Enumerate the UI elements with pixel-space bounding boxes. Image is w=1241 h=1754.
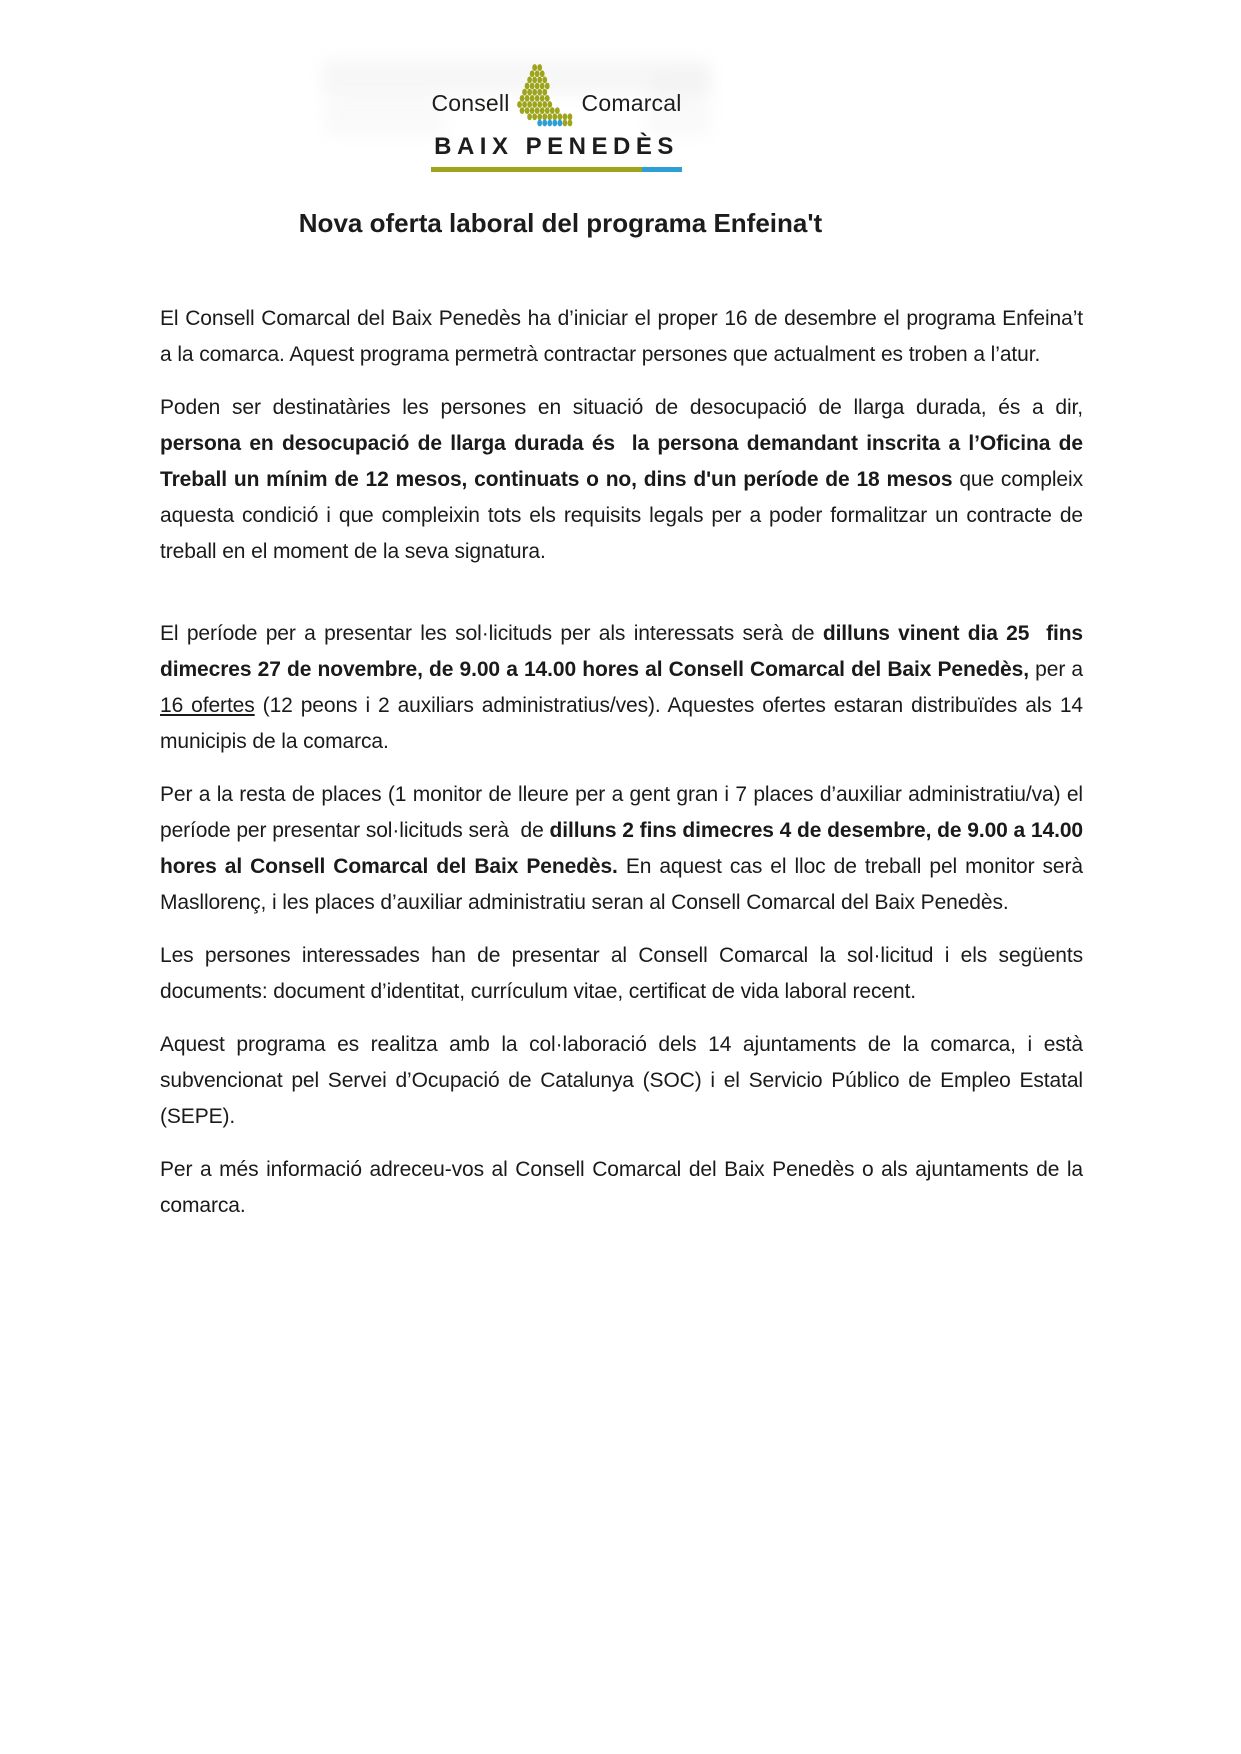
logo bbox=[0, 0, 1241, 172]
body-paragraph: Poden ser destinatàries les persones en situació de desocupació de llarga durada, és a dir, persona en desocupació de llarga durada és la persona demandant inscrita a l’Oficina de Treball un mínim de 12 mesos, continuats o no, dins d'un període de 18 mesos que compleix aquesta condició i que compleixin tots els requisits legals per a poder formalitzar un contracte de treball en el moment de la seva signatura. bbox=[160, 396, 1083, 563]
body-paragraph: El període per a presentar les sol·licituds per als interessats serà de dilluns vinent dia 25 fins dimecres 27 de novembre, de 9.00 a 14.00 hores al Consell Comarcal del Baix Penedès, per a 16 ofertes (12 peons i 2 auxiliars administratius/ves). Aquestes ofertes estaran distribuïdes als 14 municipis de la comarca. bbox=[160, 622, 1084, 753]
body-paragraph: Per a més informació adreceu-vos al Consell Comarcal del Baix Penedès o als ajuntaments de la comarca. bbox=[160, 1158, 1083, 1217]
body-paragraph: El Consell Comarcal del Baix Penedès ha d’iniciar el proper 16 de desembre el programa Enfeina’t a la comarca. Aquest programa permetrà contractar persones que actualment es troben a l’atur. bbox=[160, 307, 1083, 366]
logo-noise bbox=[326, 94, 444, 136]
document-body bbox=[160, 301, 1083, 1224]
logo-wordmark: BAIX PENEDÈS bbox=[434, 133, 679, 160]
logo-consell-label: Consell bbox=[431, 90, 510, 116]
body-paragraph: Per a la resta de places (1 monitor de lleure per a gent gran i 7 places d’auxiliar administratiu/va) el període per presentar sol·licituds serà de dilluns 2 fins dimecres 4 de desembre, de 9.00 a 14.00 hores al Consell Comarcal del Baix Penedès. En aquest cas el lloc de treball pel monitor serà Masllorenç, i les places d’auxiliar administratiu seran al Consell Comarcal del Baix Penedès. bbox=[160, 783, 1083, 914]
comarca-dots-map-icon bbox=[517, 64, 575, 130]
logo-row bbox=[431, 64, 681, 130]
logo-comarcal-label: Comarcal bbox=[581, 90, 682, 116]
logo-block bbox=[431, 64, 681, 172]
body-paragraph: Aquest programa es realitza amb la col·laboració dels 14 ajuntaments de la comarca, i està subvencionat pel Servei d’Ocupació de Catalunya (SOC) i el Servicio Público de Empleo Estatal (SEPE). bbox=[160, 1033, 1083, 1128]
logo-underline-bar bbox=[431, 167, 681, 172]
page-title: Nova oferta laboral del programa Enfeina't bbox=[298, 208, 823, 238]
body-paragraph: Les persones interessades han de presentar al Consell Comarcal la sol·licitud i els següents documents: document d’identitat, currículum vitae, certificat de vida laboral recent. bbox=[160, 944, 1083, 1003]
